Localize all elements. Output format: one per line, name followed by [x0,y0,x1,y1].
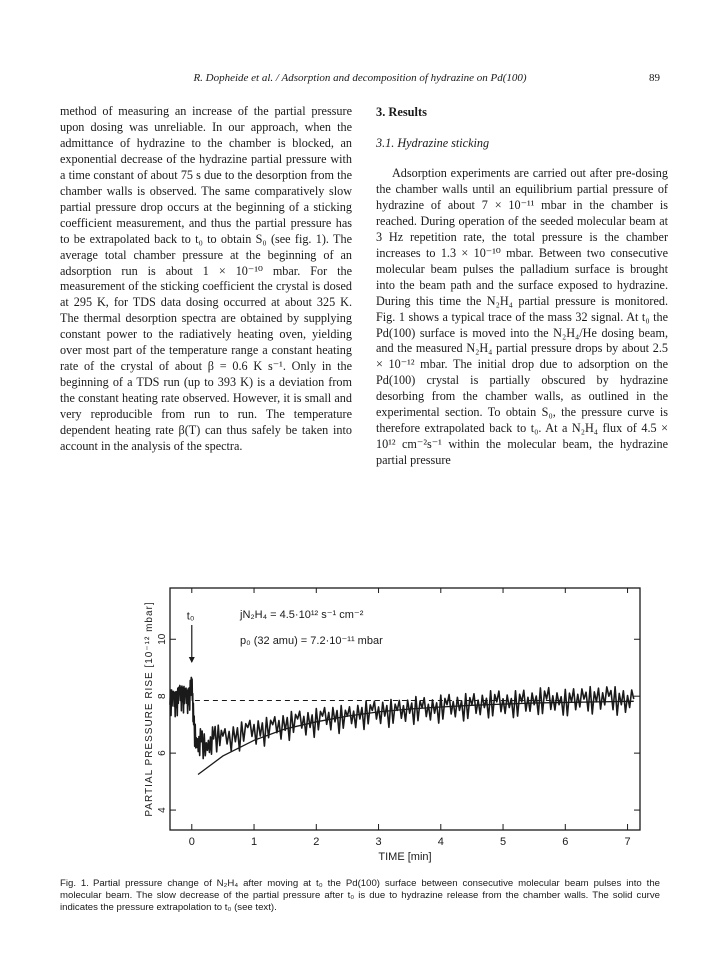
x-ticks [186,588,631,848]
x-tick-label: 5 [499,836,507,848]
y-tick-label: 4 [157,807,168,813]
y-tick-label: 10 [157,633,168,645]
y-axis-label: PARTIAL PRESSURE RISE [10⁻¹² mbar] [144,601,155,817]
y-ticks [157,633,640,813]
x-tick-label: 6 [562,836,569,848]
x-axis-label: TIME [min] [378,851,432,863]
right-column-text: Adsorption experiments are carried out after pre-dosing the chamber walls until an equilibrium partial pressure of hydrazine of about 7 × 10⁻¹¹ mbar in the chamber is reached. During operation of the seeded molecular beam at 3 Hz repetition rate, the total pressure is the chamber increases to 1.3 × 10⁻¹⁰ mbar. Between two consecutive molecular beam pulses the palladium surface is brought into the beam path and the surface exposed to hydrazine. During this time the N₂H₄ partial pressure is monitored. Fig. 1 shows a typical trace of the mass 32 signal. At t₀ the Pd(100) surface is moved into the N₂H₄/He dosing beam, and the measured N₂H₄ partial pressure drops by about 2.5 × 10⁻¹² mbar. The initial drop due to adsorption on the Pd(100) crystal is partially obscured by hydrazine desorbing from the chamber walls, as outlined in the experimental section. To obtain S₀, the pressure curve is therefore extrapolated back to t₀. At a N₂H₄ flux of 4.5 × 10¹² cm⁻²s⁻¹ within the molecular beam, the hydrazine partial pressure [376,166,668,468]
subsection-heading: 3.1. Hydrazine sticking [376,136,490,150]
left-column [60,104,352,455]
y-tick-label: 6 [157,750,168,756]
caption-text: Partial pressure change of N₂H₄ after moving at t₀ the Pd(100) surface between consecutive molecular beam pulses into the molecular beam. The slow decrease of the partial pressure after t₀ is due to hydrazine release from the chamber walls. The solid curve indicates the pressure extrapolation to t₀ (see text). [60,878,660,913]
page-number: 89 [649,72,660,84]
x-tick-label: 4 [437,836,444,848]
section-heading: 3. Results [376,105,427,119]
flux-annotation: jN₂H₄ = 4.5·10¹² s⁻¹ cm⁻² [240,609,364,621]
x-tick-label: 0 [188,836,195,848]
caption-label: Fig. 1. [60,878,89,889]
measured-trace [170,677,634,758]
right-column [376,104,668,469]
pressure-chart [100,578,660,878]
left-column-text: method of measuring an increase of the partial pressure upon dosing was unreliable. In our approach, when the admittance of hydrazine to the chamber is blocked, an exponential decrease of the hydrazine partial pressure with a time constant of about 75 s due to the desorption from the chamber walls is observed. The same comparatively slow partial pressure drop occurs at the beginning of a sticking coefficient measurement, and thus the partial pressure has to be extrapolated back to t₀ to obtain S₀ (see fig. 1). The average total chamber pressure at the beginning of an adsorption run is about 1 × 10⁻¹⁰ mbar. For the measurement of the sticking coefficient the crystal is dosed at 295 K, for TDS data dosing occurred at about 325 K. The thermal desorption spectra are obtained by supplying constant power to the radiatively heating oven, yielding over most part of the temperature range a constant heating rate of the crystal of about β = 0.6 K s⁻¹. Only in the beginning of a TDS run (up to 393 K) is a deviation from the constant heating rate observed. However, it is small and very reproducible from run to run. The temperature dependent heating rate β(T) can thus safely be taken into account in the analysis of the spectra. [60,104,352,454]
pressure-annotation: p₀ (32 amu) = 7.2·10⁻¹¹ mbar [240,635,383,647]
x-tick-label: 1 [250,836,258,848]
figure-caption [60,878,660,914]
x-tick-label: 7 [624,836,631,848]
x-tick-label: 2 [313,836,320,848]
running-head: R. Dopheide et al. / Adsorption and decomposition of hydrazine on Pd(100) [193,72,527,84]
figure-1 [100,578,660,878]
running-header [60,72,660,88]
y-tick-label: 8 [157,693,168,699]
x-tick-label: 3 [375,836,382,848]
t0-label: t₀ [186,610,195,623]
t0-arrowhead [189,657,195,663]
